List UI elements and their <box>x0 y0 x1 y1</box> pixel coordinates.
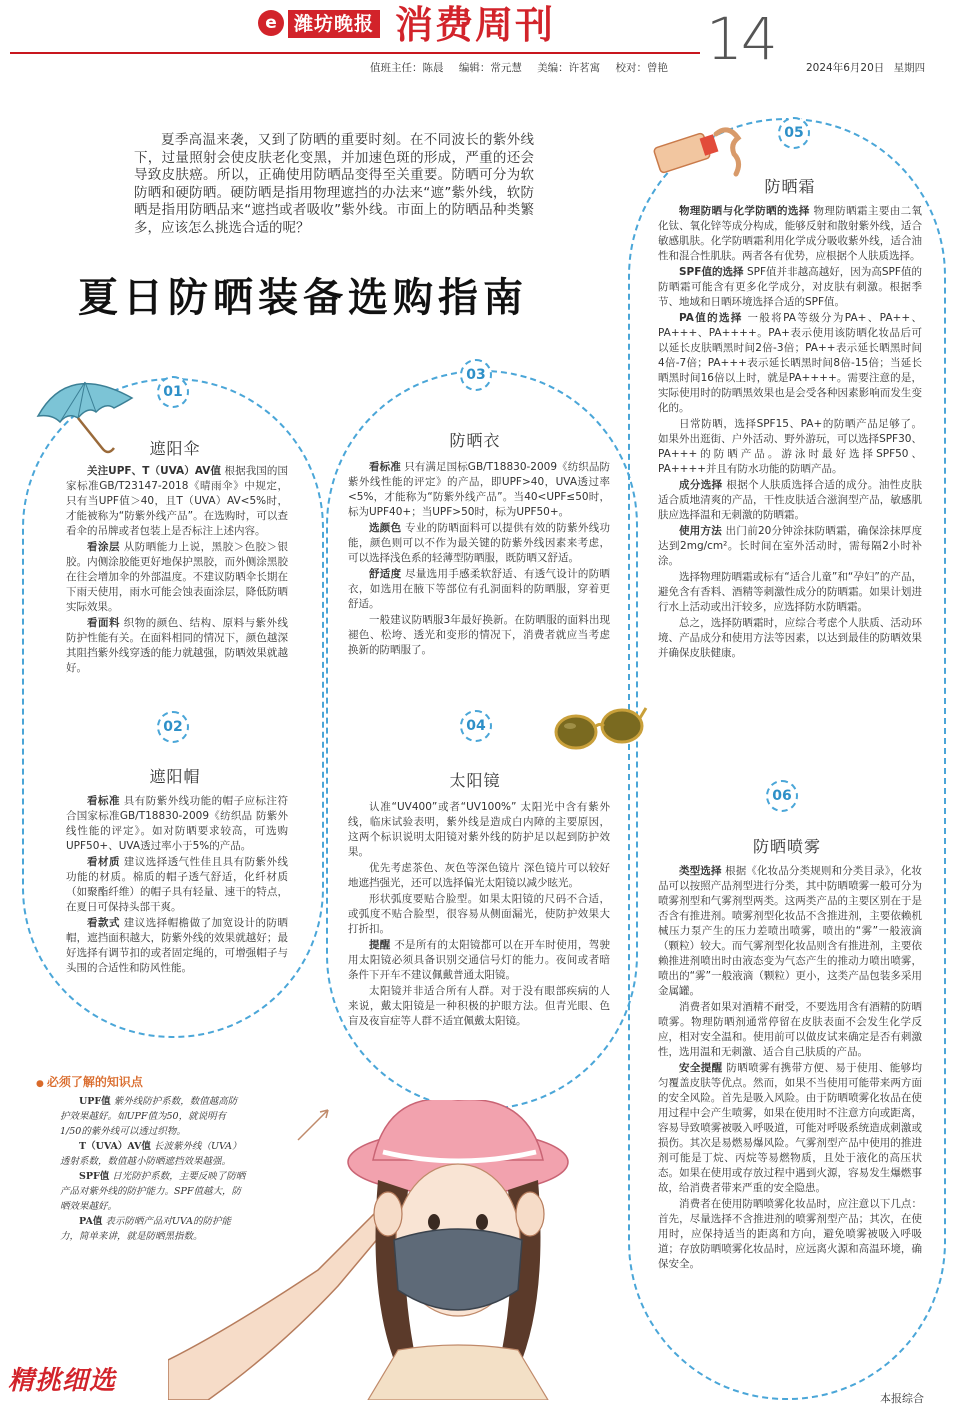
section-body-spray <box>658 864 922 1273</box>
source-note: 本报综合 <box>880 1392 924 1405</box>
date-text: 2024年6月20日 <box>806 62 885 74</box>
page-number: 14 <box>706 5 776 73</box>
section-title-clothing: 防晒衣 <box>449 431 501 450</box>
paragraph: 看款式 建议选择帽檐做了加宽设计的防晒帽，遮挡面积越大，防紫外线的效果就越好；最好选择有调节扣的或者固定绳的，可增强帽子与头围的合适性和防风性能。 <box>66 917 289 974</box>
editor-credit: 校对：曾艳 <box>615 62 669 74</box>
section-badge-04: 04 <box>460 710 492 742</box>
paragraph: 一般建议防晒服3年最好换新。在防晒服的面料出现褪色、松垮、透光和变形的情况下，消费者就应当考虑换新的防晒服了。 <box>348 614 610 656</box>
section-title-sunglasses: 太阳镜 <box>449 771 501 790</box>
paragraph: 类型选择 根据《化妆品分类规则和分类目录》，化妆品可以按照产品剂型进行分类，其中防晒喷雾一般可分为喷雾剂型和气雾剂型两类。这两类产品的主要区别在于是否含有推进剂。喷雾剂型化妆品不含推进剂，主要依赖机械压力泵产生的压力差喷出喷雾，喷出的“雾”一般液滴（颗粒）较大。而气雾剂型化妆品则含有推进剂，主要依赖推进剂喷出时由液态变为气态产生的推动力喷出喷雾，喷出的“雾”一般液滴（颗粒）更小，这类产品包装多采用金属罐。 <box>658 865 923 997</box>
section-title-umbrella: 遮阳伞 <box>149 439 201 458</box>
paragraph: 形状弧度要贴合脸型。如果太阳镜的尺码不合适，或弧度不贴合脸型，很容易从侧面漏光，使防护效果大打折扣。 <box>348 893 610 935</box>
sunscreen-tube-icon <box>650 122 745 184</box>
section-body-sunscreen <box>658 204 922 662</box>
paragraph: SPF值的选择 SPF值并非越高越好，因为高SPF值的防晒霜可能含有更多化学成分，对皮肤有刺激。根据季节、地域和日晒环境选择合适的SPF值。 <box>658 266 922 308</box>
paragraph: 优先考虑茶色、灰色等深色镜片 深色镜片可以较好地遮挡强光，还可以选择偏光太阳镜以减少眩光。 <box>348 862 610 889</box>
section-title-sunscreen: 防晒霜 <box>764 177 816 196</box>
section-body-umbrella <box>66 464 288 677</box>
section-badge-03: 03 <box>460 359 492 391</box>
knowledge-item: SPF值 日光防护系数，主要反映了防晒产品对紫外线的防护能力。SPF值越大，防晒效果越好。 <box>60 1171 246 1212</box>
knowledge-item: T（UVA）AV值 长波紫外线（UVA）透射系数，数值越小防晒遮挡效果越强。 <box>60 1141 242 1167</box>
paragraph: 看材质 建议选择透气性佳且具有防紫外线功能的材质。棉质的帽子透气舒适，化纤材质（如聚酯纤维）的帽子具有轻量、速干的特点，在夏日可保持头部干爽。 <box>66 856 289 913</box>
paragraph: 安全提醒 防晒喷雾有携带方便、易于使用、能够均匀覆盖皮肤等优点。然而，如果不当使用可能带来两方面的安全风险。首先是吸入风险。由于防晒喷雾化妆品在使用过程中会产生喷雾，如果在使用时不注意方向或距离，容易导致喷雾被吸入呼吸道，可能对呼吸系统造成刺激或损伤。其次是易燃易爆风险。气雾剂型产品中使用的推进剂可能是丁烷、丙烷等易燃物质，且处于液化的高压状态。如果在使用或存放过程中遇到火源，容易发生爆燃事故，给消费者带来严重的安全隐患。 <box>658 1062 923 1194</box>
paragraph: 太阳镜并非适合所有人群。对于没有眼部疾病的人来说，戴太阳镜是一种积极的护眼方法。但青光眼、色盲及夜盲症等人群不适宜佩戴太阳镜。 <box>348 985 610 1027</box>
intro-paragraph: 夏季高温来袭，又到了防晒的重要时刻。在不同波长的紫外线下，过量照射会使皮肤老化变黑，并加速色斑的形成，严重的还会导致皮肤癌。所以，正确使用防晒品变得至关重要。防晒可分为软防晒和硬防晒。硬防晒是指用物理遮挡的办法来“遮”紫外线，软防晒是指用防晒品来“遮挡或者吸收”紫外线。市面上的防晒品种类繁多，应该怎么挑选合适的呢？ <box>134 132 534 236</box>
publication-date <box>800 60 925 75</box>
paragraph: 选择物理防晒霜或标有“适合儿童”和“孕妇”的产品，避免含有香料、酒精等刺激性成分的防晒霜。如果计划进行水上活动或出汗较多，应选择防水防晒霜。 <box>658 571 922 613</box>
paragraph: 看涂层 从防晒能力上说，黑胶＞色胶＞银胶。内侧涂胶能更好地保护黑胶，而外侧涂黑胶在往会增加伞的外部温度。不建议防晒伞长期在下雨天使用，雨水可能会蚀表面涂层，降低防晒实际效果。 <box>66 541 289 613</box>
paragraph: 看标准 只有满足国标GB/T18830-2009《纺织品防紫外线性能的评定》的产品，即UPF>40，UVA透过率<5%，才能称为“防紫外线产品”。当40<UPF≤50时，标为UPF40+；当UPF>50时，标为UPF50+。 <box>348 461 610 518</box>
paragraph: PA值的选择 一般将PA等级分为PA+、PA++、PA+++、PA++++。PA+表示使用该防晒化妆品后可以延长皮肤晒黑时间2倍-3倍；PA++表示延长晒黑时间4倍-7倍；PA+++表示延长晒黑时间8倍-15倍；当延长晒黑时间16倍以上时，就是PA++++。需要注意的是，实际使用时的防晒黑效果也是会受各种因素影响而发生变化的。 <box>658 312 922 414</box>
section-badge-06: 06 <box>766 780 798 812</box>
paragraph: 舒适度 尽量选用手感柔软舒适、有透气设计的防晒衣，如选用在腋下等部位有孔洞面料的防晒服，穿着更舒适。 <box>348 568 611 610</box>
knowledge-box-body <box>60 1094 246 1244</box>
section-title-spray: 防晒喷雾 <box>752 837 821 856</box>
section-badge-01: 01 <box>157 376 189 408</box>
masthead <box>0 0 955 82</box>
paragraph: 看面料 织物的颜色、结构、原料与紫外线防护性能有关。在面料相同的情况下，颜色越深其阻挡紫外线穿透的能力就越强，防晒效果就越好。 <box>66 617 289 674</box>
paragraph: 物理防晒与化学防晒的选择 物理防晒霜主要由二氧化钛、氧化锌等成分构成，能够反射和散射紫外线，适合敏感肌肤。化学防晒霜利用化学成分吸收紫外线，适合油性和混合性肌肤。两者各有优势，应根据个人肤质选择。 <box>658 205 923 262</box>
paragraph: 使用方法 出门前20分钟涂抹防晒霜，确保涂抹厚度达到2mg/cm²。长时间在室外活动时，需每隔2小时补涂。 <box>658 525 922 567</box>
section-body-clothing <box>348 460 610 659</box>
section-badge-02: 02 <box>157 711 189 743</box>
knowledge-box-title: ● 必须了解的知识点 <box>36 1073 143 1090</box>
paragraph: 日常防晒，选择SPF15、PA+的防晒产品足够了。如果外出逛街、户外活动、野外游玩，可以选择SPF30、PA+++的防晒产品。游泳时最好选择SPF50、PA++++并且有防水功能的防晒产品。 <box>658 418 922 475</box>
editor-credit: 值班主任：陈晨 <box>370 62 444 74</box>
paragraph: 看标准 具有防紫外线功能的帽子应标注符合国家标准GB/T18830-2009《纺织品 防紫外线性能的评定》。如对防晒要求较高，可选购UPF50+、UVA透过率小于5%的产品。 <box>66 795 289 852</box>
sunglasses-icon <box>552 700 648 756</box>
knowledge-item: UPF值 紫外线防护系数，数值越高防护效果越好。如UPF值为50，就说明有1/50的紫外线可以透过织物。 <box>60 1096 238 1137</box>
masthead-rule <box>10 52 700 54</box>
paragraph: 关注UPF、T（UVA）AV值 根据我国的国家标准GB/T23147-2018《晴雨伞》中规定，只有当UPF值＞40，且T（UVA）AV<5%时，才能被称为“防紫外线产品”。在选购时，可以查看伞的吊牌或者包装上是否标注上述内容。 <box>66 465 288 537</box>
paragraph: 成分选择 根据个人肤质选择合适的成分。油性皮肤适合质地清爽的产品，干性皮肤适合滋润型产品，敏感肌肤应选择温和无刺激的防晒霜。 <box>658 479 923 521</box>
page-headline: 夏日防晒装备选购指南 <box>78 275 528 321</box>
section-body-hat <box>66 794 288 977</box>
newspaper-name: 潍坊晚报 <box>288 10 380 38</box>
editor-credit: 编辑：常元慧 <box>458 62 522 74</box>
paragraph: 提醒 不是所有的太阳镜都可以在开车时使用，驾驶用太阳镜必须具备识别交通信号灯的能力。夜间或者暗条件下开车不建议佩戴普通太阳镜。 <box>348 939 610 981</box>
section-badge-05: 05 <box>778 117 810 149</box>
paragraph: 消费者如果对酒精不耐受，不要选用含有酒精的防晒喷雾。物理防晒剂通常停留在皮肤表面不会发生化学反应，相对安全温和。使用前可以做皮试来确定是否有刺激性，选用温和无刺激、适合自己肤质的产品。 <box>658 1001 922 1058</box>
paragraph: 消费者在使用防晒喷雾化妆品时，应注意以下几点：首先，尽量选择不含推进剂的喷雾剂型产品；其次，在使用时，应保持适当的距离和方向，避免喷雾被吸入呼吸道；存放防晒喷雾化妆品时，应远离火源和高温环境，确保安全。 <box>658 1198 922 1270</box>
paragraph: 选颜色 专业的防晒面料可以提供有效的防紫外线功能，颜色则可以不作为最关键的防紫外线因素来考虑，可以选择浅色系的轻薄型防晒服，既防晒又舒适。 <box>348 522 611 564</box>
weekday-text: 星期四 <box>893 62 926 74</box>
section-body-sunglasses <box>348 800 610 1030</box>
section-title-hat: 遮阳帽 <box>149 767 201 786</box>
column-brand: 精挑细选 <box>8 1366 117 1396</box>
knowledge-item: PA值 表示防晒产品对UVA的防护能力，简单来讲，就是防晒黑指数。 <box>60 1216 231 1242</box>
supplement-title: 消费周刊 <box>395 2 556 47</box>
paragraph: 认准“UV400”或者“UV100%” 太阳光中含有紫外线，临床试验表明，紫外线是造成白内障的主要原因，这两个标识说明太阳镜对紫外线的防护足以起到防护效果。 <box>348 801 610 858</box>
paragraph: 总之，选择防晒霜时，应综合考虑个人肤质、活动环境、产品成分和使用方法等因素，以达到最佳的防晒效果并确保皮肤健康。 <box>658 617 922 659</box>
editor-credits <box>370 60 680 75</box>
newspaper-logo-icon: e <box>258 10 284 36</box>
editor-credit: 美编：许茗寓 <box>537 62 601 74</box>
